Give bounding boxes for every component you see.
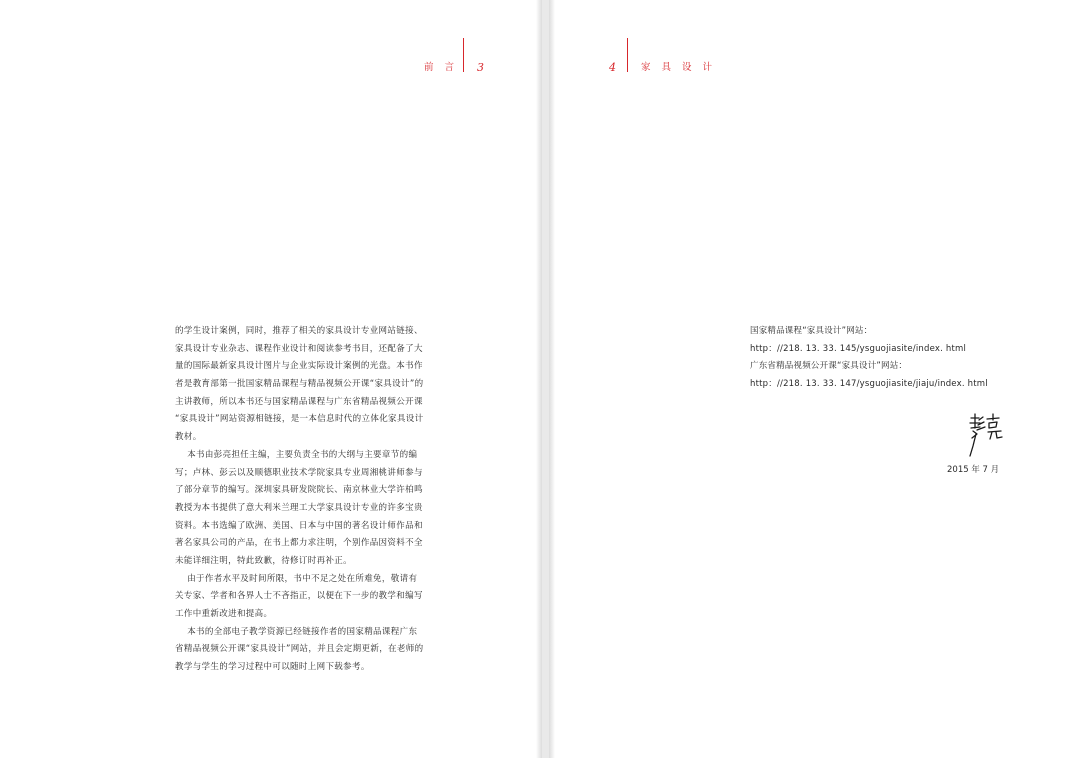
page-number: 4 (609, 61, 616, 74)
text-line: “家具设计”网站资源相链接，是一本信息时代的立体化家具设计 (175, 414, 424, 425)
author-signature (965, 410, 1005, 458)
gutter-shadow (549, 0, 555, 758)
gutter-shadow (536, 0, 542, 758)
text-line: 工作中重新改进和提高。 (175, 609, 273, 619)
text-line: 省精品视频公开课“家具设计”网站，并且会定期更新，在老师的 (175, 644, 424, 655)
text-line: 关专家、学者和各界人士不吝指正，以便在下一步的教学和编写 (175, 591, 423, 602)
text-line: 教材。 (175, 432, 202, 443)
text-line: 本书的全部电子教学资源已经链接作者的国家精品课程广东 (175, 626, 418, 637)
text-line: 主讲教师，所以本书还与国家精品课程与广东省精品视频公开课 (175, 396, 423, 407)
page-header-title: 前 言 (424, 62, 459, 73)
text-line: 写；卢林、彭云以及顺德职业技术学院家具专业周湘桃讲师参与 (175, 467, 423, 478)
text-line: 资料。本书选编了欧洲、美国、日本与中国的著名设计师作品和 (175, 520, 423, 531)
text-line: 广东省精品视频公开课“家具设计”网站： (750, 361, 908, 372)
header-divider (463, 38, 464, 72)
text-line: http：//218. 13. 33. 145/ysguojiasite/index. html (750, 343, 967, 354)
right-page (549, 0, 1081, 758)
preface-body-text (175, 323, 423, 677)
text-line: 了部分章节的编写。深圳家具研发院院长、南京林业大学许柏鸣 (175, 485, 423, 496)
text-line: 教学与学生的学习过程中可以随时上网下载参考。 (175, 662, 370, 673)
text-line: 教授为本书提供了意大利米兰理工大学家具设计专业的许多宝贵 (175, 502, 423, 513)
header-divider (627, 38, 628, 72)
text-line: 量的国际最新家具设计图片与企业实际设计案例的光盘。本书作 (175, 361, 423, 372)
text-line: 本书由彭亮担任主编，主要负责全书的大纲与主要章节的编 (175, 449, 418, 460)
text-line: 者是教育部第一批国家精品课程与精品视频公开课“家具设计”的 (175, 379, 424, 390)
text-line: http：//218. 13. 33. 147/ysguojiasite/jiaju/index. html (750, 379, 988, 390)
text-line: 著名家具公司的产品，在书上都力求注明，个别作品因资料不全 (175, 538, 423, 549)
text-line: 未能详细注明，特此致歉，待修订时再补正。 (175, 555, 353, 566)
website-links-text (750, 323, 988, 394)
text-line: 国家精品课程“家具设计”网站： (750, 326, 873, 336)
page-header-title: 家 具 设 计 (641, 62, 717, 73)
page-number: 3 (477, 61, 484, 74)
text-line: 的学生设计案例，同时，推荐了相关的家具设计专业网站链接、 (175, 326, 423, 336)
text-line: 由于作者水平及时间所限，书中不足之处在所难免，敬请有 (175, 573, 418, 584)
text-line: 家具设计专业杂志、课程作业设计和阅读参考书目，还配备了大 (175, 343, 423, 354)
date-line: 2015 年 7 月 (947, 465, 1000, 475)
